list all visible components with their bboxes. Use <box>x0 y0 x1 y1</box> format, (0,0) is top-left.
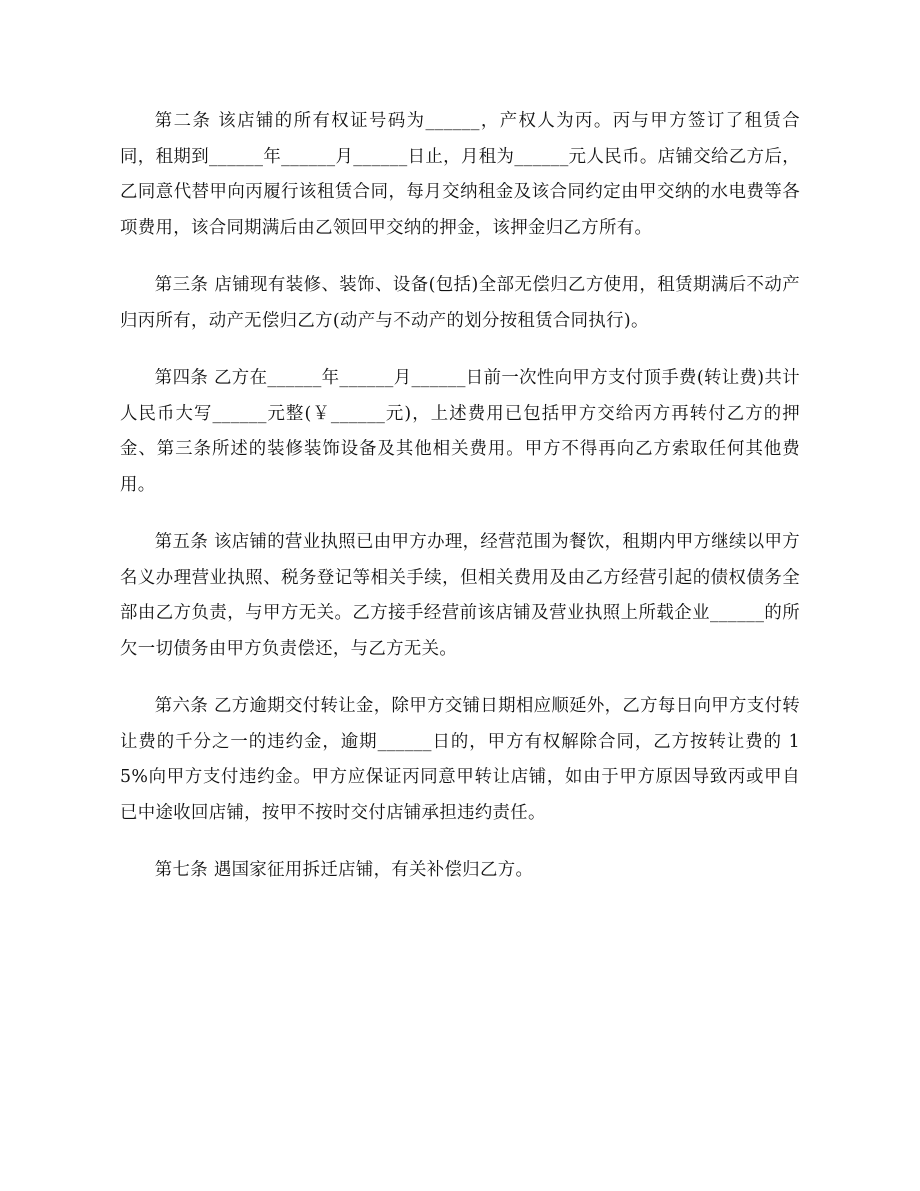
clause-article-3: 第三条 店铺现有装修、装饰、设备(包括)全部无偿归乙方使用，租赁期满后不动产归丙所有，动产无偿归乙方(动产与不动产的划分按租赁合同执行)。 <box>120 275 800 331</box>
clause-article-4: 第四条 乙方在______年______月______日前一次性向甲方支付顶手费(转让费)共计人民币大写______元整(￥______元)，上述费用已包括甲方交给丙方再转付乙方的押金、第三条所述的装修装饰设备及其他相关费用。甲方不得再向乙方索取任何其他费用。 <box>120 368 800 495</box>
clause-article-2: 第二条 该店铺的所有权证号码为______，产权人为丙。丙与甲方签订了租赁合同，租期到______年______月______日止，月租为______元人民币。店铺交给乙方后，乙同意代替甲向丙履行该租赁合同，每月交纳租金及该合同约定由甲交纳的水电费等各项费用，该合同期满后由乙领回甲交纳的押金，该押金归乙方所有。 <box>120 111 800 238</box>
document-body <box>120 104 800 911</box>
clause-article-7: 第七条 遇国家征用拆迁店铺，有关补偿归乙方。 <box>154 860 534 880</box>
clause-article-6: 第六条 乙方逾期交付转让金，除甲方交铺日期相应顺延外，乙方每日向甲方支付转让费的千分之一的违约金，逾期______日的，甲方有权解除合同，乙方按转让费的 15%向甲方支付违约金。甲方应保证丙同意甲转让店铺，如由于甲方原因导致丙或甲自已中途收回店铺，按甲不按时交付店铺承担违约责任。 <box>120 696 800 823</box>
clause-article-5: 第五条 该店铺的营业执照已由甲方办理，经营范围为餐饮，租期内甲方继续以甲方名义办理营业执照、税务登记等相关手续，但相关费用及由乙方经营引起的债权债务全部由乙方负责，与甲方无关。乙方接手经营前该店铺及营业执照上所载企业______的所欠一切债务由甲方负责偿还，与乙方无关。 <box>120 532 800 659</box>
